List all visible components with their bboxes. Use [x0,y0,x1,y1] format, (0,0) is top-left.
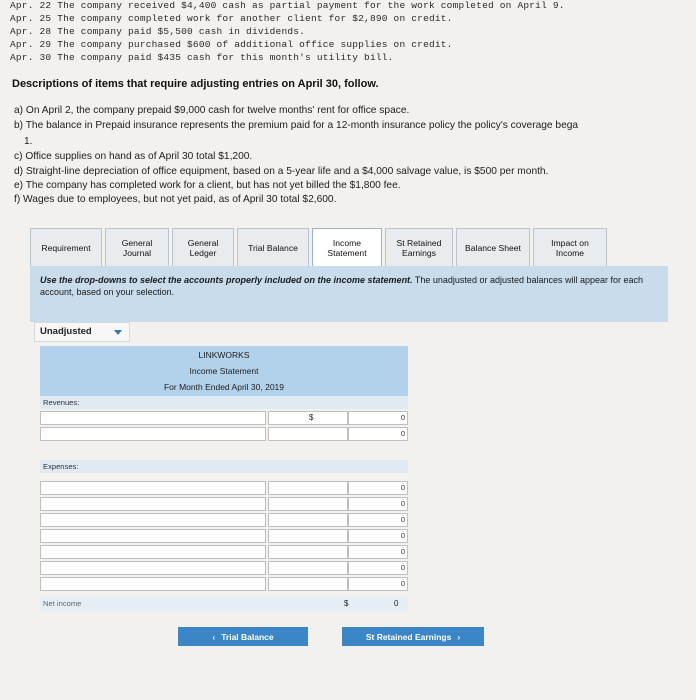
instructions-panel [30,266,668,322]
expense-account-select[interactable] [40,561,266,575]
chevron-right-icon: › [457,631,461,642]
chevron-left-icon: ‹ [212,631,216,642]
instructions-text-bold: Use the drop-downs to select the accounts properly included on the income statement. [40,275,413,285]
expenses-label: Expenses: [43,462,79,471]
net-income-label: Net income [43,599,82,608]
expense-total-cell: 0 [348,561,408,575]
tab-general-journal[interactable]: General Journal [105,228,169,266]
expense-account-select[interactable] [40,513,266,527]
balance-type-dropdown[interactable] [34,322,130,342]
expense-amount-cell[interactable] [268,497,348,511]
revenues-row [40,396,408,409]
transaction-line: Apr. 28 The company paid $5,500 cash in dividends. [10,26,306,37]
instructions-text: The unadjusted or adjusted balances will appear for each account, based on your selection. [40,275,644,297]
expense-account-select[interactable] [40,497,266,511]
table-row [40,561,408,575]
prev-trial-balance-button[interactable] [178,627,308,646]
table-row [40,497,408,511]
table-row [40,529,408,543]
revenue-amount-cell[interactable] [268,411,348,425]
adjustment-item: e) The company has completed work for a client, but has not yet billed the $1,800 fee. [14,180,401,191]
currency-symbol: $ [309,413,314,422]
tab-requirement[interactable]: Requirement [30,228,102,266]
expense-amount-cell[interactable] [268,529,348,543]
adjustment-item: b) The balance in Prepaid insurance represents the premium paid for a 12-month insurance policy the policy's coverage bega [14,120,579,131]
tab-impact-on-income[interactable]: Impact on Income [533,228,607,266]
expense-amount-cell[interactable] [268,481,348,495]
expense-account-select[interactable] [40,545,266,559]
expense-total-cell: 0 [348,529,408,543]
expense-amount-cell[interactable] [268,513,348,527]
expense-total-cell: 0 [348,481,408,495]
table-row [40,427,408,441]
statement-header [40,346,408,396]
tab-income-statement[interactable]: Income Statement [312,228,382,266]
expense-amount-cell[interactable] [268,561,348,575]
revenue-account-select[interactable] [40,411,266,425]
expense-amount-cell[interactable] [268,545,348,559]
transaction-line: Apr. 29 The company purchased $600 of additional office supplies on credit. [10,39,453,50]
table-row [40,481,408,495]
dropdown-selected-value: Unadjusted [40,326,92,337]
expense-amount-cell[interactable] [268,577,348,591]
net-income-row [40,596,408,612]
adjustment-item: 1. [24,136,33,147]
expense-total-cell: 0 [348,497,408,511]
revenue-amount-cell[interactable] [268,427,348,441]
adjustment-item: a) On April 2, the company prepaid $9,000 cash for twelve months' rent for office space. [14,105,410,116]
revenues-label: Revenues: [43,398,80,407]
revenue-account-select[interactable] [40,427,266,441]
statement-title: Income Statement [189,366,259,376]
statement-period: For Month Ended April 30, 2019 [163,382,285,392]
tab-trial-balance[interactable]: Trial Balance [237,228,309,266]
prev-button-label: Trial Balance [221,631,274,642]
expense-total-cell: 0 [348,545,408,559]
expense-account-select[interactable] [40,577,266,591]
requirement-tabs [30,228,668,266]
transaction-line: Apr. 22 The company received $4,400 cash as partial payment for the work completed on April 9. [10,0,565,11]
next-button-label: St Retained Earnings [365,631,452,642]
adjustment-item: d) Straight-line depreciation of office equipment, based on a 5-year life and a $4,000 salvage value, is $500 per month. [14,166,549,177]
table-row [40,577,408,591]
revenue-total-cell: 0 [348,427,408,441]
expense-account-select[interactable] [40,529,266,543]
adjustment-item: f) Wages due to employees, but not yet paid, as of April 30 total $2,600. [14,194,337,205]
expenses-row [40,460,408,473]
chevron-down-icon [114,330,122,335]
table-row [40,513,408,527]
revenue-total-cell: 0 [348,411,408,425]
tab-balance-sheet[interactable]: Balance Sheet [456,228,530,266]
table-row [40,411,408,425]
tab-st-retained-earnings[interactable]: St Retained Earnings [385,228,453,266]
expense-total-cell: 0 [348,513,408,527]
transaction-line: Apr. 30 The company paid $435 cash for this month's utility bill. [10,52,394,63]
adjusting-entries-heading: Descriptions of items that require adjusting entries on April 30, follow. [12,78,379,90]
transaction-line: Apr. 25 The company completed work for another client for $2,890 on credit. [10,13,453,24]
next-st-retained-earnings-button[interactable] [342,627,484,646]
company-name: LINKWORKS [198,350,250,360]
income-statement-table [40,346,408,606]
tab-general-ledger[interactable]: General Ledger [172,228,234,266]
adjustment-item: c) Office supplies on hand as of April 30 total $1,200. [14,151,253,162]
currency-symbol: $ [344,599,349,608]
expense-total-cell: 0 [348,577,408,591]
expense-account-select[interactable] [40,481,266,495]
table-row [40,545,408,559]
net-income-value: 0 [394,599,399,608]
